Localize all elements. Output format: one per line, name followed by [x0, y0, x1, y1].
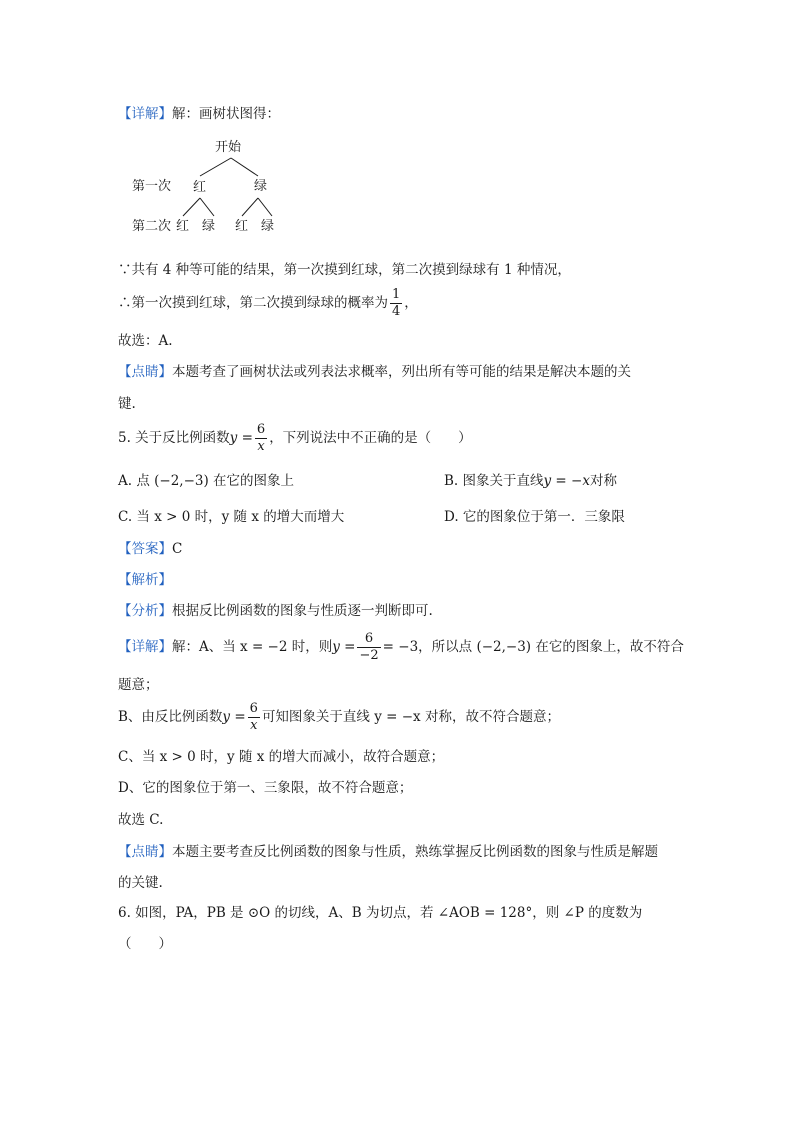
tree-l2-red-2: 红	[235, 219, 249, 234]
q5-answer	[118, 539, 182, 559]
q5-detail-a-fraction	[357, 631, 380, 664]
tree-edge	[183, 198, 200, 216]
q5-detail-a-y: y =	[332, 639, 356, 655]
q5-detail-a-post: = −3，所以点 (−2,−3) 在它的图象上，故不符合	[382, 639, 684, 655]
q5-detail-b-post: 可知图象关于直线 y = −x 对称，故不符合题意；	[261, 709, 560, 725]
q6-paren: （ ）	[118, 936, 172, 952]
q4-comment-1	[118, 362, 631, 382]
q5-detail-b-den: x	[250, 718, 258, 733]
tree-l2-green-2: 绿	[261, 219, 275, 234]
q5-detail-tag: 【详解】	[118, 639, 172, 655]
q5-detail-b-num: 6	[249, 701, 258, 716]
q5-frac-num: 6	[256, 422, 266, 437]
tree-l2-green-1: 绿	[202, 219, 216, 234]
q4-frac-den: 4	[392, 304, 401, 319]
q4-comment-2: 键.	[118, 396, 136, 412]
q5-answer-tag: 【答案】	[118, 541, 172, 557]
tree-edge	[258, 198, 272, 216]
q5-choice-a: A. 点 (−2,−3) 在它的图象上	[118, 473, 295, 489]
q4-line2-post: ，	[404, 295, 418, 311]
q5-choice-b-post: 对称	[589, 473, 617, 489]
tree-first-label: 第一次	[132, 179, 172, 194]
q5-detail-b-y: y =	[222, 709, 246, 725]
q5-detail-b-fraction	[248, 701, 260, 734]
q4-answer: 故选：A.	[118, 333, 173, 349]
q5-detail-a-cont: 题意；	[118, 677, 159, 693]
q4-comment-tag: 【点睛】	[118, 364, 172, 380]
q4-comment-text: 本题考查了画树状法或列表法求概率，列出所有等可能的结果是解决本题的关	[172, 364, 631, 380]
tree-edge	[200, 198, 214, 216]
q4-line2-pre: ∴第一次摸到红球，第二次摸到绿球的概率为	[118, 295, 388, 311]
q5-choice-b	[444, 471, 617, 491]
q5-detail-d: D、它的图象位于第一、三象限，故不符合题意；	[118, 780, 413, 796]
tree-edge	[200, 158, 231, 176]
q5-detail-b	[118, 700, 560, 734]
q5-comment-tag: 【点睛】	[118, 844, 172, 860]
q4-line1: ∵共有 4 种等可能的结果，第一次摸到红球，第二次摸到绿球有 1 种情况，	[118, 262, 571, 278]
q5-choice-c: C. 当 x > 0 时，y 随 x 的增大而增大	[118, 509, 345, 525]
q5-analysis-tag: 【解析】	[118, 572, 172, 588]
tree-l1-red: 红	[193, 180, 207, 195]
q5-detail-a-den: −2	[359, 648, 379, 663]
q5-choice-d: D. 它的图象位于第一．三象限	[444, 509, 625, 525]
q5-choice-b-math: y = −x	[543, 473, 590, 489]
q5-fenxi	[118, 601, 433, 621]
q5-comment-1	[118, 842, 658, 862]
q5-detail-a-num: 6	[357, 631, 380, 648]
q5-choice-b-pre: B. 图象关于直线	[444, 473, 544, 489]
q4-frac-num: 1	[392, 287, 401, 302]
q5-stem	[118, 421, 472, 455]
tree-diagram	[118, 134, 318, 238]
q5-answer-val: C	[172, 541, 183, 557]
q5-comment-text: 本题主要考查反比例函数的图象与性质，熟练掌握反比例函数的图象与性质是解题	[172, 844, 658, 860]
q5-stem-post: ，下列说法中不正确的是（ ）	[269, 430, 472, 446]
q5-y-eq: y =	[229, 430, 253, 446]
q4-line2	[118, 286, 418, 320]
tree-edge	[231, 158, 258, 176]
q5-frac-den: x	[257, 439, 265, 454]
q5-fenxi-text: 根据反比例函数的图象与性质逐一判断即可.	[172, 603, 433, 619]
q6-stem: 6. 如图，PA，PB 是 ⊙O 的切线，A、B 为切点，若 ∠AOB = 128°，则 ∠P 的度数为	[118, 905, 643, 921]
tree-l1-green: 绿	[254, 179, 268, 194]
detail-intro-text: 解：画树状图得：	[172, 106, 280, 122]
q5-detail-c: C、当 x > 0 时，y 随 x 的增大而减小，故符合题意；	[118, 749, 445, 765]
tree-root: 开始	[215, 140, 242, 155]
detail-tag: 【详解】	[118, 106, 172, 122]
q4-fraction	[390, 287, 402, 320]
q5-stem-pre: 5. 关于反比例函数	[118, 430, 230, 446]
q5-fenxi-tag: 【分析】	[118, 603, 172, 619]
tree-l2-red-1: 红	[176, 219, 190, 234]
detail-intro	[118, 104, 280, 124]
q5-detail-a	[118, 630, 684, 664]
q5-detail-b-pre: B、由反比例函数	[118, 709, 223, 725]
q5-fraction	[255, 422, 267, 455]
tree-edge	[242, 198, 258, 216]
q5-comment-2: 的关键.	[118, 875, 163, 891]
q5-answer-choice: 故选 C.	[118, 812, 164, 828]
q5-detail-a-pre: 解：A、当 x = −2 时，则	[172, 639, 333, 655]
tree-second-label: 第二次	[132, 219, 172, 234]
